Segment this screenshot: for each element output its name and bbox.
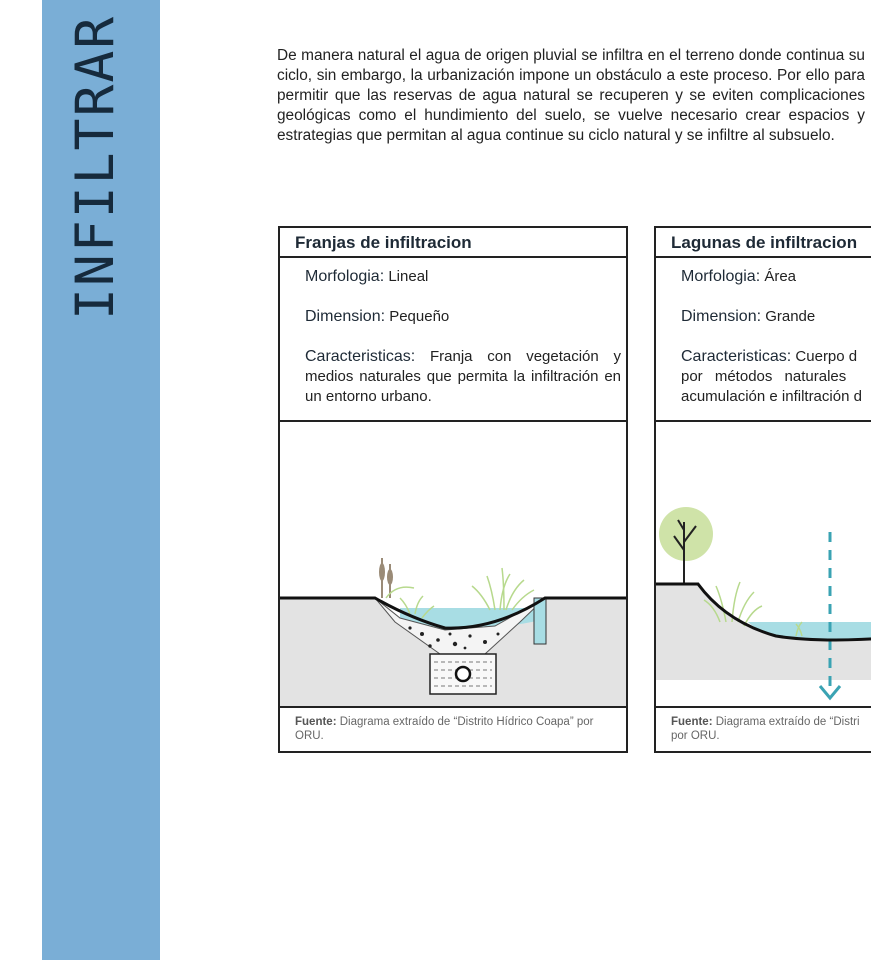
caracteristicas-value: Franja con vegetación y medios naturales que permita la infiltración en un entorno urbano. <box>305 348 621 405</box>
source-text: Diagrama extraído de “Distri <box>715 716 860 728</box>
morfologia-label: Morfologia: <box>305 268 385 285</box>
caracteristicas-value: Cuerpo d <box>795 348 858 365</box>
card-title: Lagunas de infiltracion <box>656 228 871 258</box>
dimension-label: Dimension: <box>305 308 386 325</box>
laguna-illustration <box>656 422 871 706</box>
caracteristicas-row <box>681 327 871 407</box>
morfologia-row <box>681 258 871 287</box>
diagram-franja <box>280 422 626 708</box>
drain-pipe-icon <box>456 667 470 681</box>
tree-canopy <box>659 507 713 561</box>
section-title: INFILTRAR <box>65 14 126 320</box>
source-label: Fuente: <box>295 716 337 728</box>
dimension-row <box>681 287 871 327</box>
caracteristicas-row <box>305 327 621 407</box>
morfologia-value: Área <box>764 268 797 285</box>
down-arrow-icon <box>820 686 840 698</box>
card-title: Franjas de infiltracion <box>280 228 626 258</box>
caracteristicas-label: Caracteristicas: <box>305 348 416 365</box>
morfologia-row <box>305 258 621 287</box>
dimension-label: Dimension: <box>681 308 762 325</box>
card-details <box>280 258 626 422</box>
caracteristicas-line-3: acumulación e infiltración d <box>681 388 862 405</box>
source-note <box>656 708 871 750</box>
card-franjas <box>278 226 628 753</box>
card-details <box>656 258 871 422</box>
card-lagunas <box>654 226 871 753</box>
source-text: Diagrama extraído de “Distrito Hídrico Coapa” por ORU. <box>295 716 594 742</box>
dimension-value: Grande <box>765 308 816 325</box>
diagram-laguna <box>656 422 871 708</box>
source-label: Fuente: <box>671 716 713 728</box>
dimension-value: Pequeño <box>389 308 450 325</box>
source-line-2: por ORU. <box>671 730 720 742</box>
caracteristicas-label: Caracteristicas: <box>681 348 792 365</box>
caracteristicas-line-2: por métodos naturales <box>681 368 847 385</box>
dimension-row <box>305 287 621 327</box>
source-note <box>280 708 626 750</box>
franja-illustration <box>280 422 626 706</box>
morfologia-label: Morfologia: <box>681 268 761 285</box>
cattail-icon <box>379 558 414 598</box>
morfologia-value: Lineal <box>388 268 429 285</box>
intro-paragraph: De manera natural el agua de origen pluvial se infiltra en el terreno donde continua su ciclo, sin embargo, la urbanización impone un obstáculo a este proceso. Por ello para permitir que las reservas de agua natural se recuperen y se eviten complicaciones geológicas como el hundimiento del suelo, se vuelve necesario crear espacios y estrategias que permitan al agua continue su ciclo natural y se infiltre al subsuelo. <box>277 47 865 145</box>
